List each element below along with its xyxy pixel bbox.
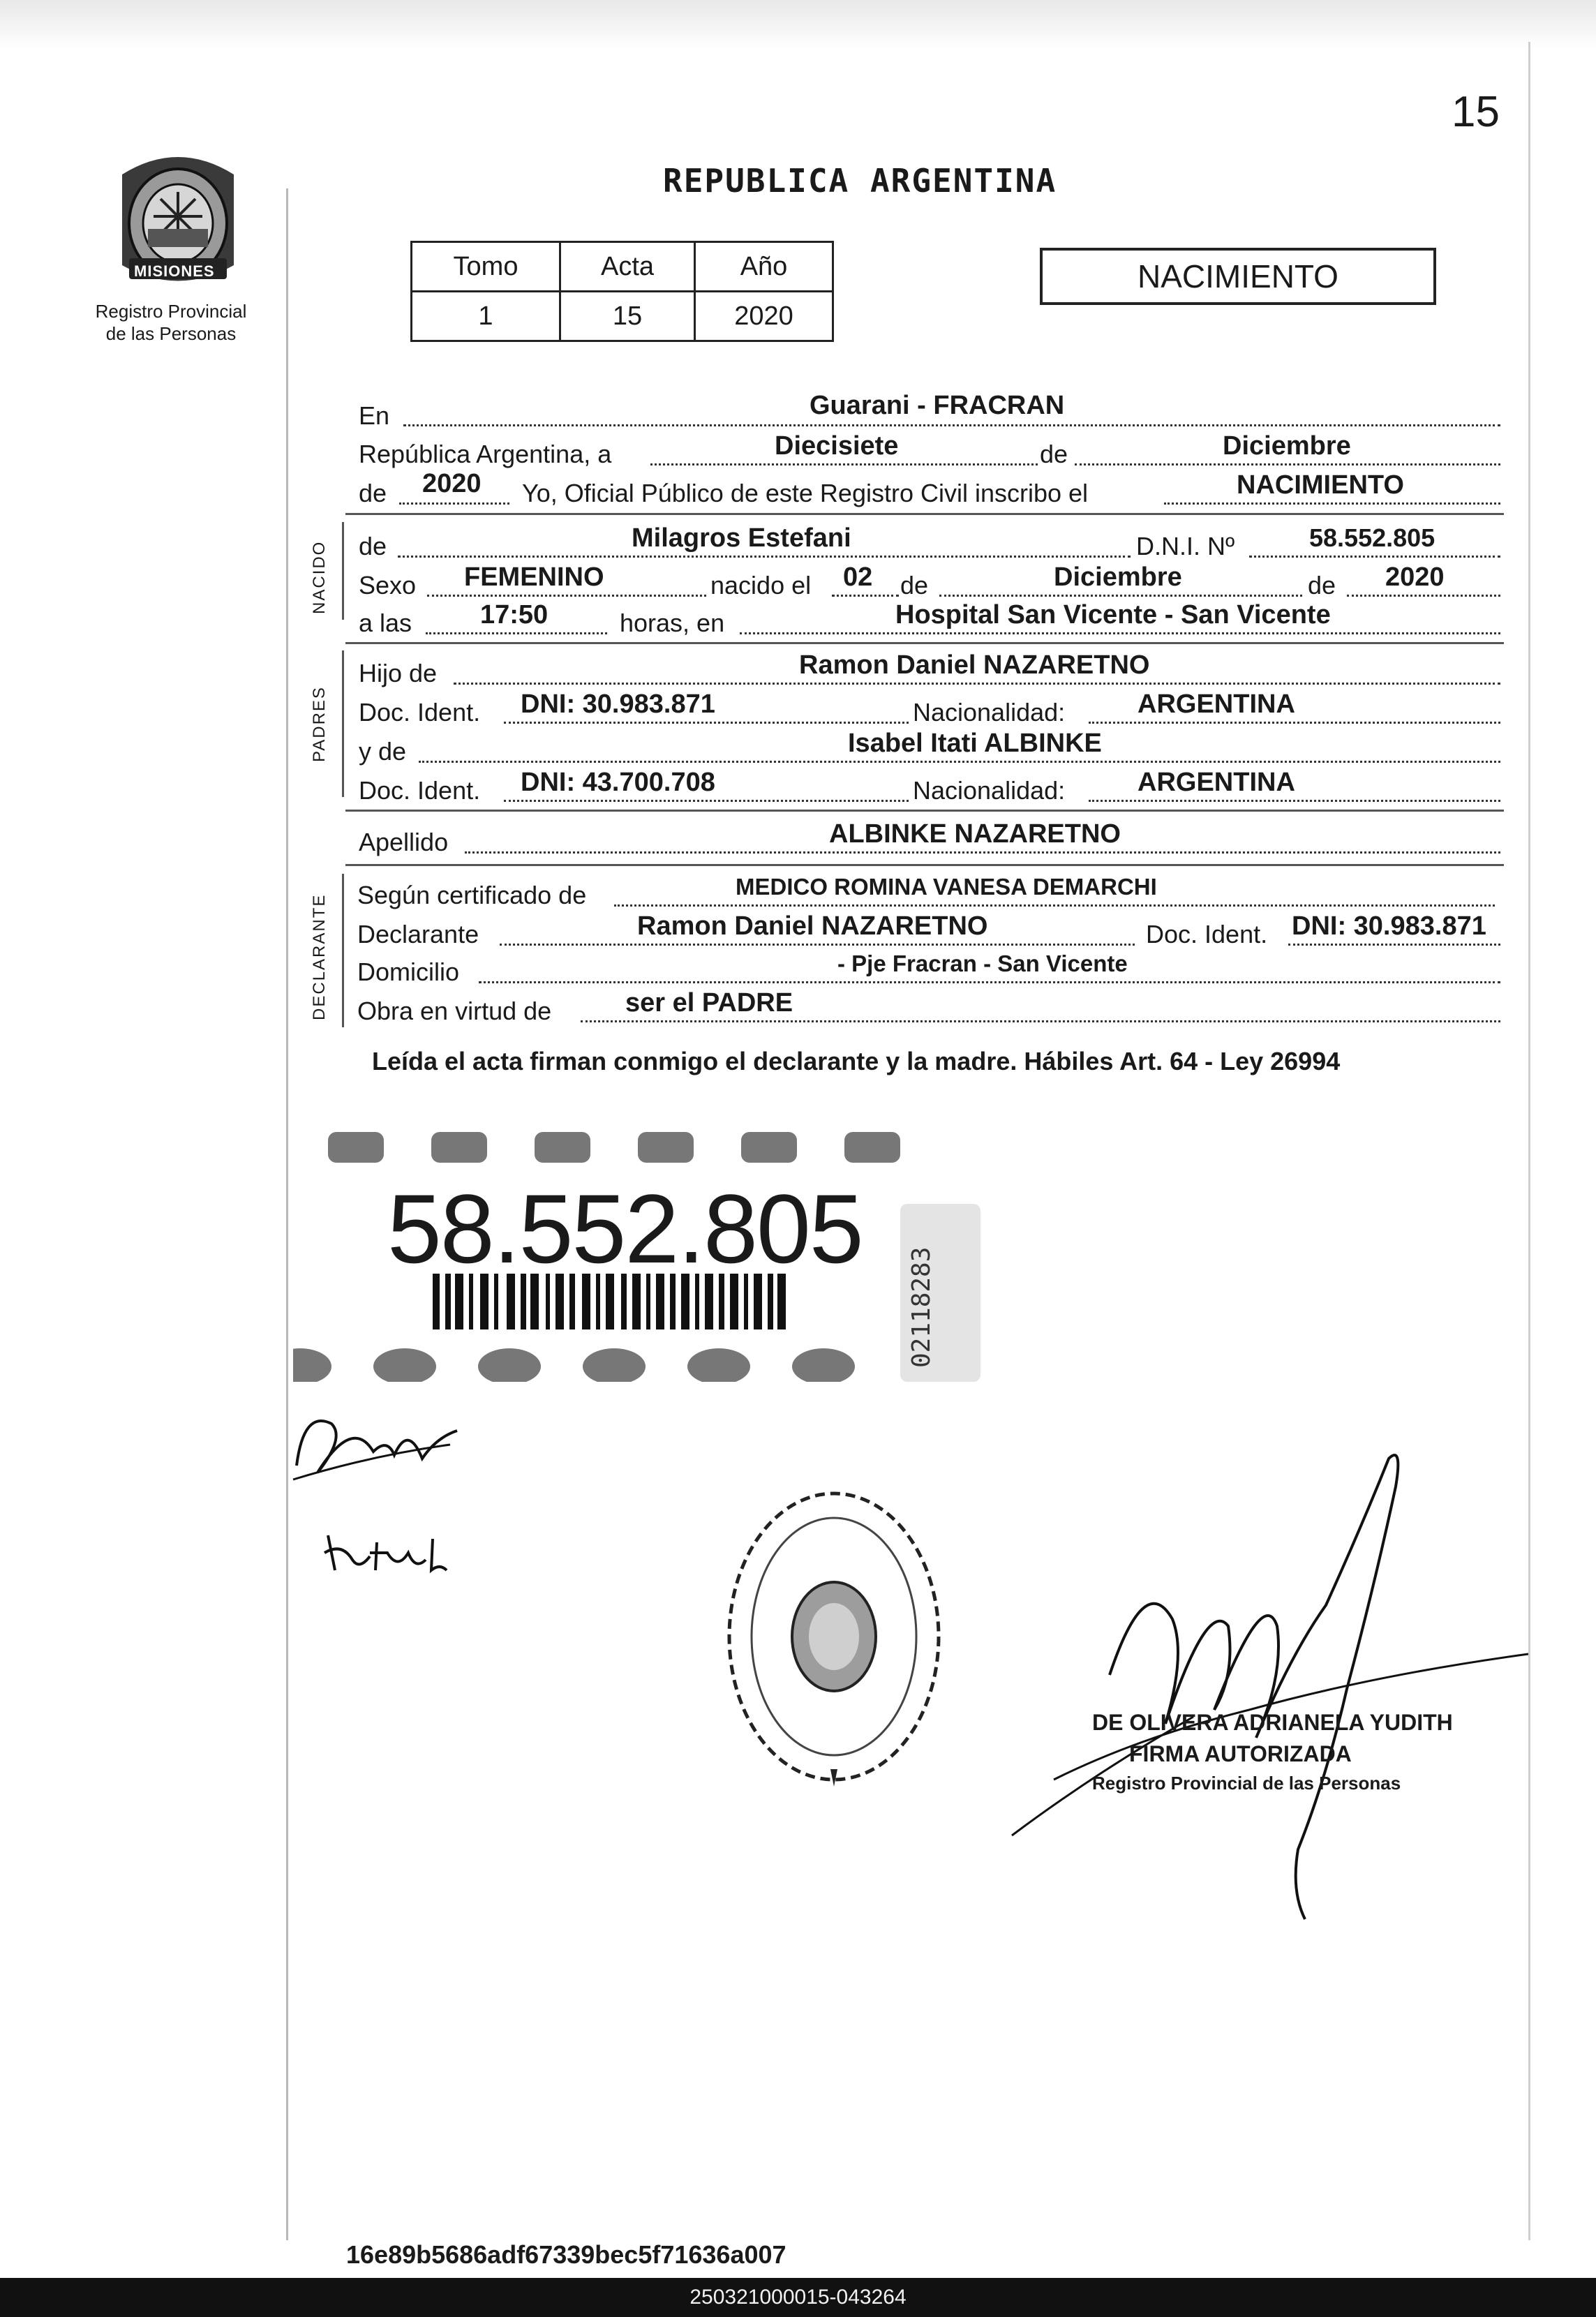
- child-dni-value: 58.552.805: [1309, 523, 1435, 552]
- dotted-line: [650, 463, 1038, 465]
- dotted-line: [426, 632, 607, 634]
- section-label-padres: PADRES: [310, 686, 329, 762]
- mother-signature: [321, 1521, 461, 1584]
- dni-label: D.N.I. Nº: [1136, 532, 1235, 560]
- dotted-line: [1089, 800, 1500, 802]
- de-label: de: [1040, 440, 1068, 468]
- declarante-name-value: Ramon Daniel NAZARETNO: [637, 911, 988, 941]
- table-value-ano: 2020: [695, 292, 833, 341]
- scan-footer-bar: [0, 2278, 1596, 2317]
- nacido-de-label: de: [359, 532, 387, 560]
- apellido-label: Apellido: [359, 828, 449, 856]
- father-name-value: Ramon Daniel NAZARETNO: [799, 650, 1150, 680]
- apellido-value: ALBINKE NAZARETNO: [829, 819, 1121, 849]
- de-label-2: de: [359, 479, 387, 507]
- day-value: Diecisiete: [775, 431, 899, 461]
- mother-name-value: Isabel Itati ALBINKE: [848, 729, 1102, 758]
- dotted-line: [1249, 556, 1500, 558]
- birth-month-value: Diciembre: [1054, 563, 1182, 592]
- section-separator: [345, 864, 1504, 866]
- logo-caption: [70, 300, 272, 345]
- republic-label: República Argentina, a: [359, 440, 612, 468]
- mother-doc-label: Doc. Ident.: [359, 776, 481, 805]
- place-value: Guarani - FRACRAN: [810, 391, 1065, 420]
- dotted-line: [1089, 722, 1500, 724]
- page-number: 15: [1452, 88, 1500, 136]
- section-bar: [342, 522, 344, 620]
- dotted-line: [939, 595, 1302, 597]
- logo-caption-line2: de las Personas: [105, 323, 237, 344]
- logo-ring-text: PROVINCIA DE: [150, 148, 230, 160]
- act-type-value: NACIMIENTO: [1237, 470, 1404, 500]
- nacido-el-label: nacido el: [710, 571, 812, 599]
- father-doc-label: Doc. Ident.: [359, 698, 481, 727]
- dotted-line: [454, 683, 1500, 685]
- serial-number: 02118283: [907, 1246, 936, 1368]
- declarante-doc-label: Doc. Ident.: [1146, 920, 1268, 948]
- child-name-value: Milagros Estefani: [632, 523, 851, 553]
- dotted-line: [1075, 463, 1500, 465]
- section-separator: [345, 642, 1504, 644]
- sex-value: FEMENINO: [464, 563, 604, 592]
- margin-line: [286, 188, 288, 2240]
- declarant-signature: [290, 1396, 471, 1487]
- mother-nationality-label: Nacionalidad:: [913, 776, 1066, 805]
- section-separator: [345, 513, 1504, 515]
- dotted-line: [1347, 595, 1500, 597]
- obra-label: Obra en virtud de: [357, 997, 552, 1025]
- en-label: En: [359, 401, 390, 430]
- dotted-line: [479, 981, 1500, 983]
- inscribo-text: Yo, Oficial Público de este Registro Civil inscribo el: [522, 479, 1089, 507]
- father-doc-value: DNI: 30.983.871: [521, 690, 715, 719]
- birth-day-value: 02: [843, 563, 873, 592]
- birth-year-value: 2020: [1385, 563, 1445, 592]
- father-nationality-value: ARGENTINA: [1138, 690, 1295, 719]
- domicilio-label: Domicilio: [357, 958, 460, 986]
- sticker-dni-number: 58.552.805: [387, 1174, 863, 1283]
- year-value: 2020: [422, 469, 482, 498]
- scan-id: 250321000015-043264: [689, 2286, 907, 2309]
- scan-shadow: [0, 0, 1596, 49]
- table-value-acta: 15: [560, 292, 695, 341]
- sexo-label: Sexo: [359, 571, 417, 599]
- dotted-line: [504, 722, 909, 724]
- table-header-tomo: Tomo: [412, 242, 560, 292]
- watermark-r-row-top: [328, 1132, 900, 1163]
- mother-doc-value: DNI: 43.700.708: [521, 768, 715, 797]
- document-hash: 16e89b5686adf67339bec5f71636a007: [346, 2240, 786, 2269]
- official-role: FIRMA AUTORIZADA: [1129, 1741, 1352, 1766]
- hijo-de-label: Hijo de: [359, 659, 438, 687]
- legal-text: Leída el acta firman conmigo el declarante y la madre. Hábiles Art. 64 - Ley 26994: [372, 1047, 1341, 1075]
- father-nationality-label: Nacionalidad:: [913, 698, 1066, 727]
- section-label-nacido: NACIDO: [310, 540, 329, 614]
- dotted-line: [399, 502, 509, 505]
- dotted-line: [832, 595, 899, 597]
- table-header-ano: Año: [695, 242, 833, 292]
- dotted-line: [403, 424, 1500, 426]
- dotted-line: [500, 944, 1135, 946]
- section-bar: [342, 874, 344, 1027]
- official-name: DE OLIVERA ADRIANELA YUDITH: [1092, 1710, 1453, 1735]
- official-signature: [998, 1445, 1535, 1926]
- act-type-box: NACIMIENTO: [1040, 248, 1436, 305]
- declarante-label: Declarante: [357, 920, 479, 948]
- certificate-value: MEDICO ROMINA VANESA DEMARCHI: [736, 874, 1157, 900]
- capacity-value: ser el PADRE: [625, 988, 793, 1018]
- dotted-line: [1164, 502, 1500, 505]
- watermark-r-row-bottom: [293, 1348, 855, 1382]
- section-separator: [345, 810, 1504, 812]
- mother-nationality-value: ARGENTINA: [1138, 768, 1295, 797]
- time-value: 17:50: [480, 600, 549, 629]
- declarante-doc-value: DNI: 30.983.871: [1292, 911, 1486, 941]
- birth-place-value: Hospital San Vicente - San Vicente: [895, 600, 1331, 629]
- official-seal: [712, 1480, 956, 1801]
- month-value: Diciembre: [1223, 431, 1351, 461]
- address-value: - Pje Fracran - San Vicente: [837, 951, 1128, 976]
- de-label-3: de: [900, 571, 929, 599]
- dotted-line: [465, 851, 1500, 854]
- table-value-tomo: 1: [412, 292, 560, 341]
- certificate-label: Según certificado de: [357, 881, 587, 909]
- record-table: [410, 241, 834, 342]
- logo-banner-text: MISIONES: [134, 262, 215, 280]
- horas-label: horas, en: [620, 609, 725, 637]
- dotted-line: [504, 800, 909, 802]
- dotted-line: [614, 904, 1495, 907]
- dotted-line: [1288, 944, 1500, 946]
- las-label: a las: [359, 609, 412, 637]
- dotted-line: [581, 1020, 1500, 1022]
- y-de-label: y de: [359, 737, 407, 766]
- dotted-line: [419, 761, 1500, 763]
- dotted-line: [740, 632, 1500, 634]
- official-organization: Registro Provincial de las Personas: [1092, 1773, 1401, 1794]
- de-label-4: de: [1308, 571, 1336, 599]
- section-label-declarante: DECLARANTE: [310, 893, 329, 1020]
- section-bar: [342, 650, 344, 797]
- logo-caption-line1: Registro Provincial: [95, 301, 247, 322]
- document-title: REPUBLICA ARGENTINA: [663, 162, 1057, 200]
- dotted-line: [427, 595, 706, 597]
- table-header-acta: Acta: [560, 242, 695, 292]
- dotted-line: [398, 556, 1131, 558]
